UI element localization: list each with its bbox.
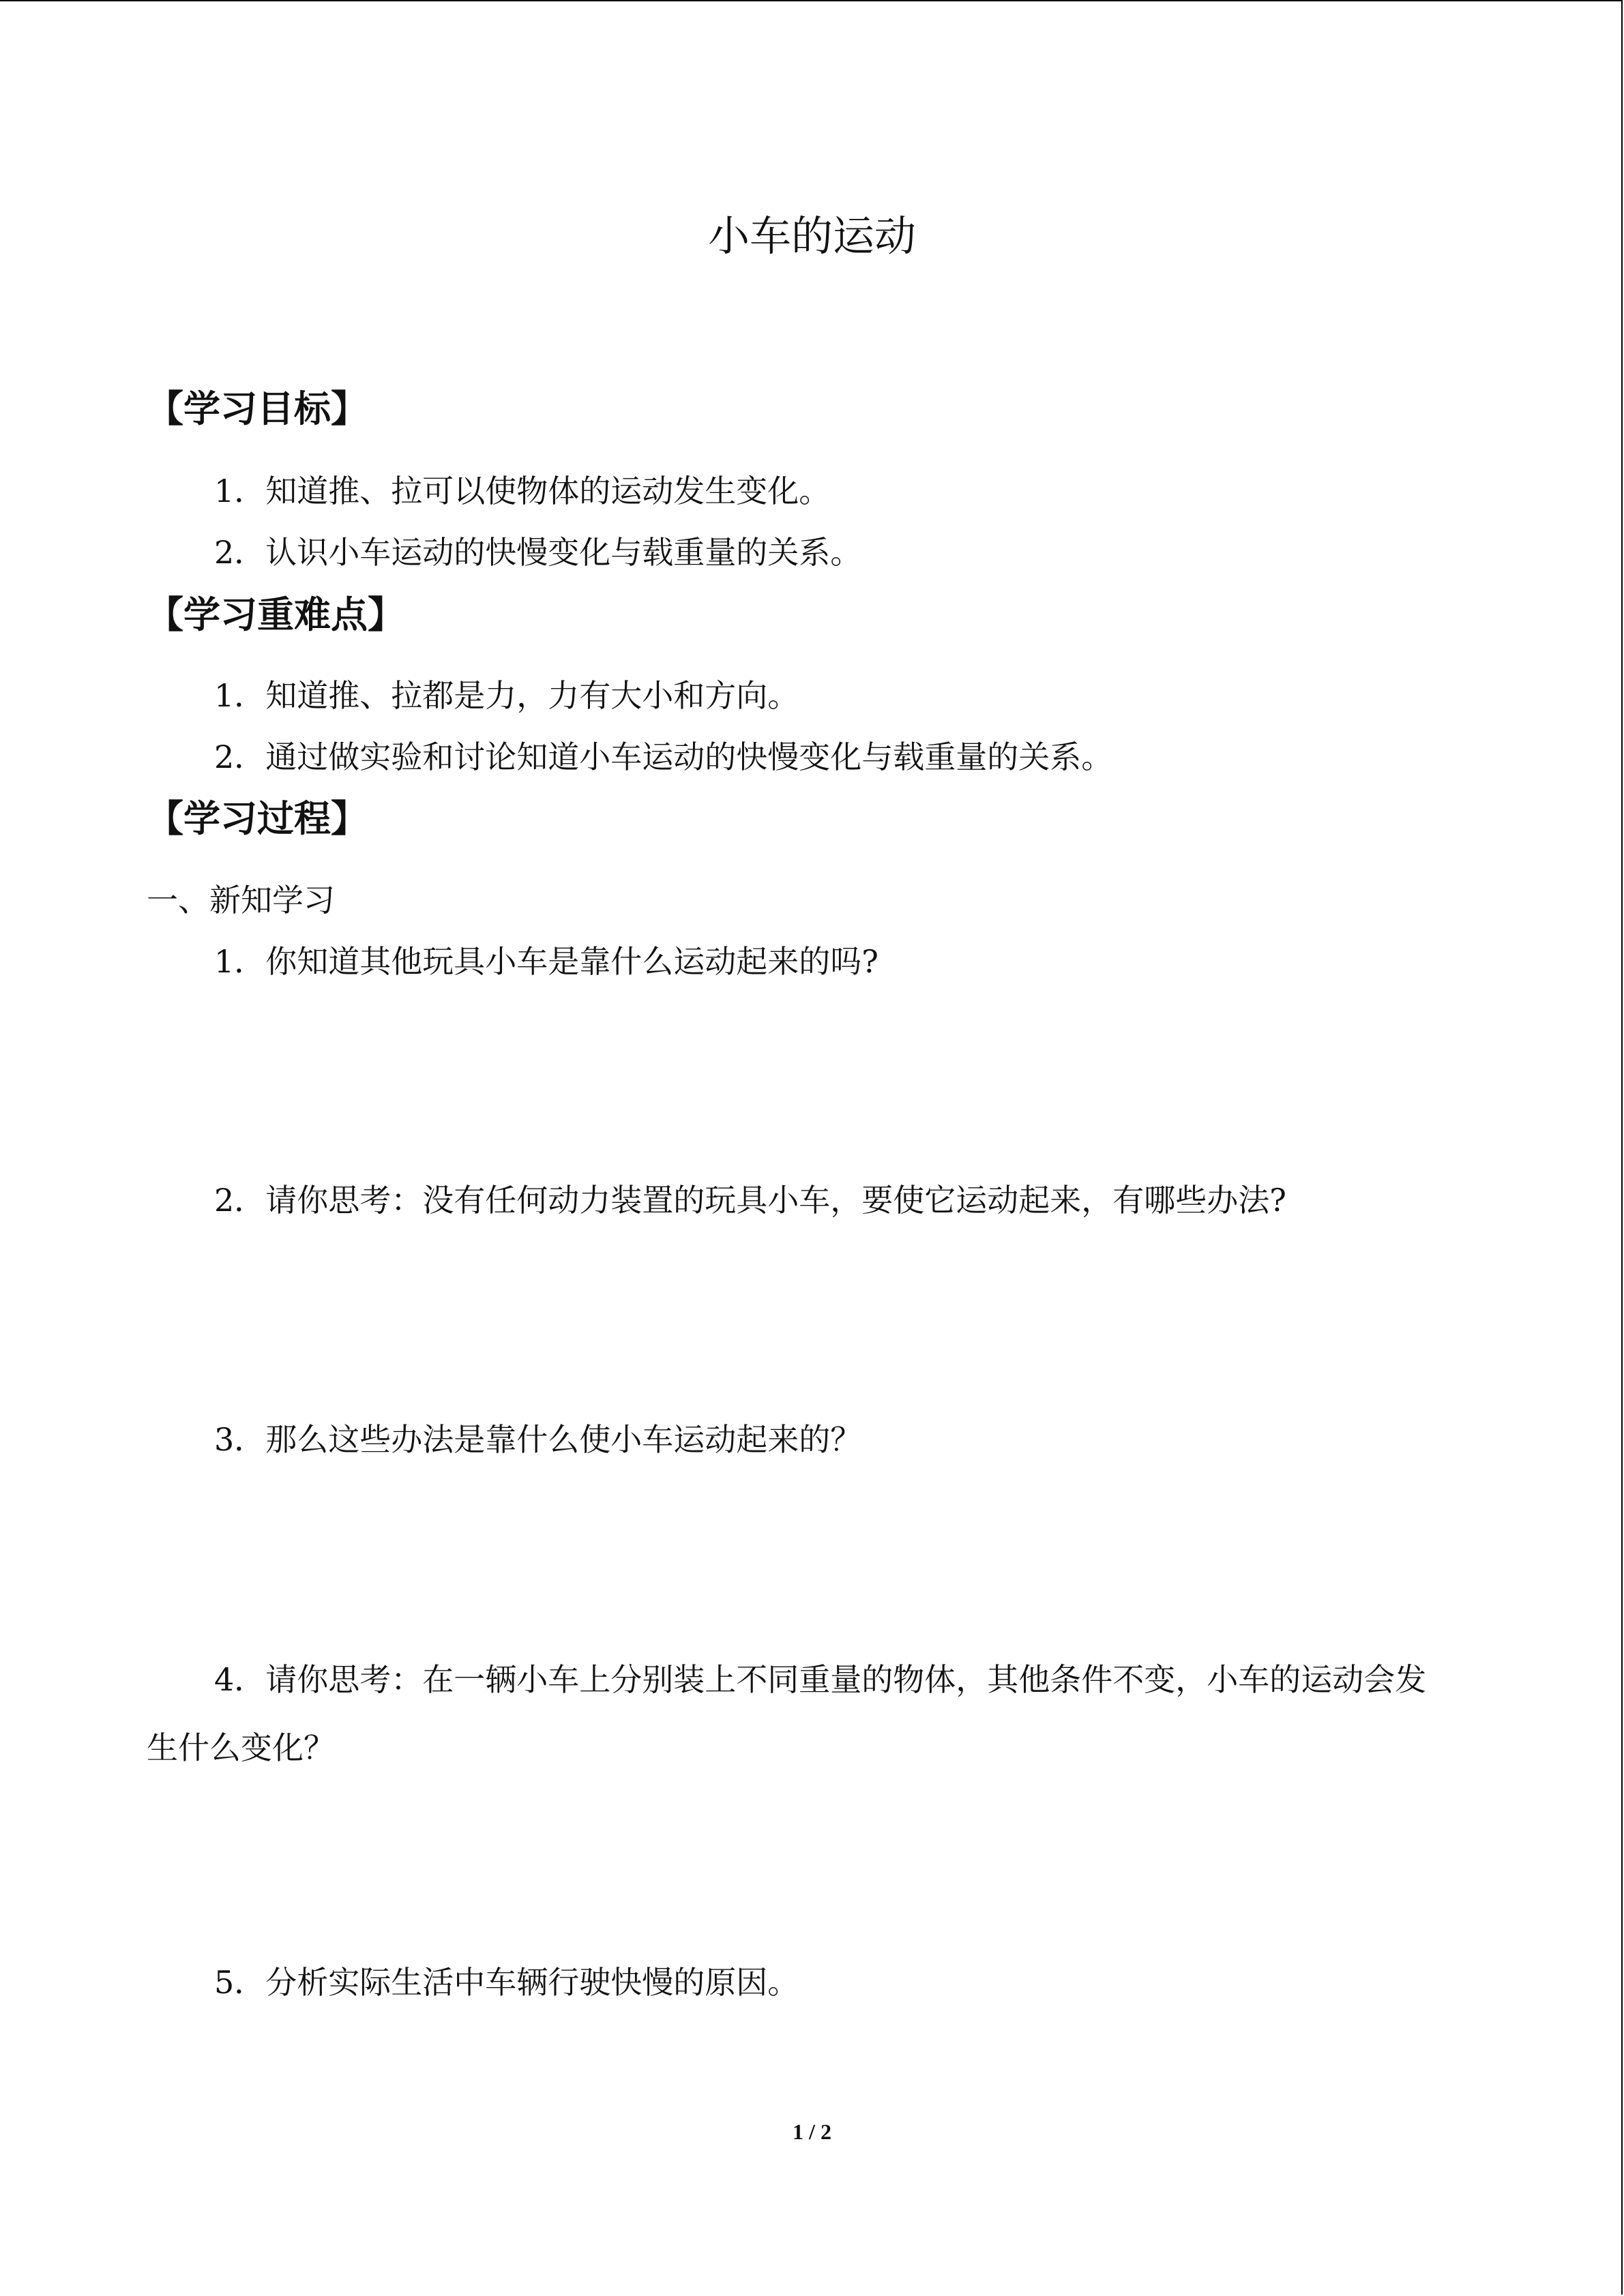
question-4-continuation: 生什么变化？ <box>147 1729 335 1766</box>
page-number: 1 / 2 <box>793 2119 831 2144</box>
question-3: 3．那么这些办法是靠什么使小车运动起来的？ <box>214 1421 862 1458</box>
subheading-new-knowledge: 一、新知学习 <box>147 882 335 919</box>
section-heading-learning-goals: 【学习目标】 <box>147 387 368 430</box>
goal-item-1: 1．知道推、拉可以使物体的运动发生变化。 <box>214 473 831 509</box>
section-heading-key-points: 【学习重难点】 <box>147 593 404 636</box>
question-4: 4．请你思考：在一辆小车上分别装上不同重量的物体，其他条件不变，小车的运动会发 <box>214 1661 1427 1698</box>
goal-item-2: 2．认识小车运动的快慢变化与载重量的关系。 <box>214 534 862 571</box>
question-1: 1．你知道其他玩具小车是靠什么运动起来的吗? <box>214 943 879 980</box>
document-title: 小车的运动 <box>707 212 916 260</box>
section-heading-learning-process: 【学习过程】 <box>147 797 368 840</box>
question-2: 2．请你思考：没有任何动力装置的玩具小车，要使它运动起来，有哪些办法? <box>214 1182 1286 1219</box>
question-5: 5．分析实际生活中车辆行驶快慢的原因。 <box>214 1964 799 2001</box>
key-point-item-1: 1．知道推、拉都是力，力有大小和方向。 <box>214 677 799 714</box>
key-point-item-2: 2．通过做实验和讨论知道小车运动的快慢变化与载重量的关系。 <box>214 739 1113 775</box>
